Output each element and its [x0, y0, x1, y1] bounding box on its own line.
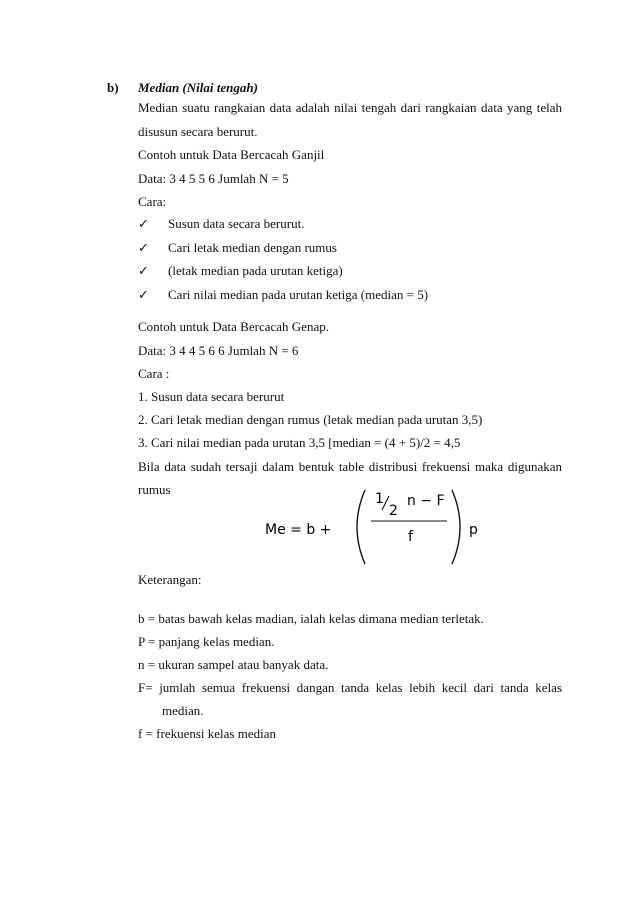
legend-f: f = frekuensi kelas median	[138, 726, 277, 741]
median-formula	[265, 484, 485, 570]
intro-line-1: Median suatu rangkaian data adalah nilai tengah dari rangkaian data yang telah	[138, 100, 562, 115]
even-step-1: 1. Susun data secara berurut	[138, 389, 285, 404]
right-paren	[452, 490, 460, 564]
section-label: b)	[107, 80, 119, 95]
odd-step-4: Cari nilai median pada urutan ketiga (median = 5)	[168, 287, 429, 302]
table-note-line-1: Bila data sudah tersaji dalam bentuk table distribusi frekuensi maka digunakan	[138, 459, 562, 474]
odd-step-1: Susun data secara berurut.	[168, 216, 305, 231]
legend-heading: Keterangan:	[138, 572, 202, 587]
formula-num-two: 2	[389, 503, 398, 519]
odd-cara: Cara:	[138, 194, 167, 209]
odd-step-2: Cari letak median dengan rumus	[168, 240, 337, 255]
left-paren	[357, 490, 365, 564]
check-icon: ✓	[138, 216, 149, 231]
even-step-2: 2. Cari letak median dengan rumus (letak median pada urutan 3,5)	[138, 412, 483, 427]
formula-num-one: 1	[375, 491, 384, 507]
even-step-3: 3. Cari nilai median pada urutan 3,5 [median = (4 + 5)/2 = 4,5	[138, 435, 461, 450]
even-data: Data: 3 4 4 5 6 6 Jumlah N = 6	[138, 343, 299, 358]
formula-tail: p	[469, 522, 478, 538]
legend-P: P = panjang kelas median.	[138, 634, 275, 649]
odd-heading: Contoh untuk Data Bercacah Ganjil	[138, 147, 325, 162]
check-icon: ✓	[138, 287, 149, 302]
legend-F-line-2: median.	[162, 703, 204, 718]
even-heading: Contoh untuk Data Bercacah Genap.	[138, 319, 329, 334]
odd-data: Data: 3 4 5 5 6 Jumlah N = 5	[138, 171, 289, 186]
legend-b: b = batas bawah kelas madian, ialah kelas dimana median terletak.	[138, 611, 484, 626]
odd-step-3: (letak median pada urutan ketiga)	[168, 263, 343, 278]
legend-F-line-1: F= jumlah semua frekuensi dangan tanda kelas lebih kecil dari tanda kelas	[138, 680, 562, 695]
even-cara: Cara :	[138, 366, 170, 381]
table-note-line-2: rumus	[138, 482, 171, 497]
formula-num-rest: n − F	[407, 493, 445, 509]
formula-den: f	[408, 529, 413, 545]
section-title: Median (Nilai tengah)	[138, 80, 258, 95]
check-icon: ✓	[138, 240, 149, 255]
formula-lhs: Me = b +	[265, 522, 332, 538]
check-icon: ✓	[138, 263, 149, 278]
intro-line-2: disusun secara berurut.	[138, 124, 258, 139]
legend-n: n = ukuran sampel atau banyak data.	[138, 657, 329, 672]
